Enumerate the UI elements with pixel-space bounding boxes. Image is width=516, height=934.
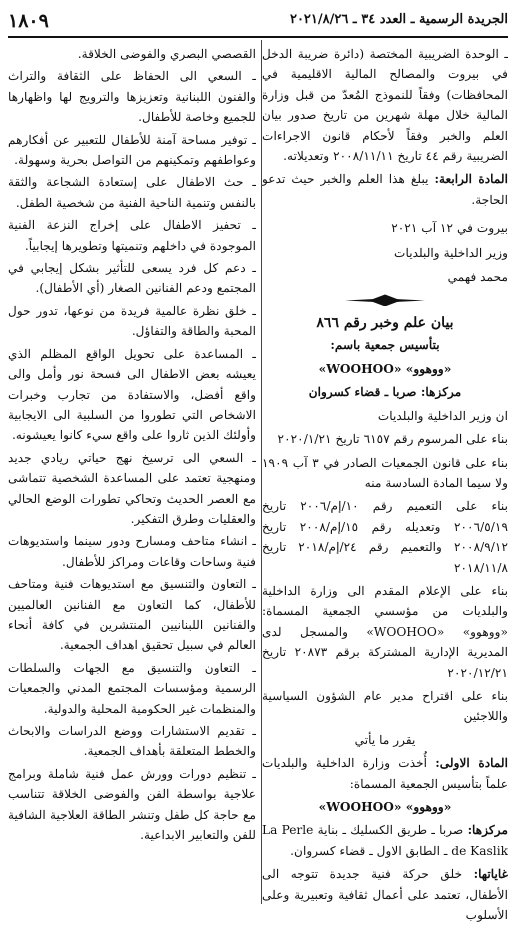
list-item: ـ انشاء متاحف ومسارح ودور سينما واستديوهات فنية وساحات وقاعات ومراكز للأطفال.	[8, 534, 256, 569]
signature-name: محمد فهمي	[447, 270, 508, 285]
article-one	[262, 753, 508, 794]
signature-title: وزير الداخلية والبلديات	[394, 245, 508, 260]
header-title: الجريدة الرسمية ـ العدد ٣٤ ـ ٢٠٢١/٨/٢٦	[289, 12, 508, 27]
headquarters-text: صربا ـ طريق الكسليك ـ بناية La Perle de Kaslik ـ الطابق الاول ـ قضاء كسروان.	[262, 823, 508, 858]
decree-association-name: «ووهوو» «WOOHOO»	[318, 361, 452, 376]
page-header	[8, 10, 508, 36]
paragraph: بناء على التعميم رقم ١٠/إم/٢٠٠٦ تاريخ ٢٠٠٦/٥/١٩ وتعديله رقم ١٥/إم/٢٠٠٨ تاريخ ٢٠٠٨/٩/١٢ والتعميم رقم ٢٤/إم/٢٠١٨ تاريخ ٢٠١٨/١١/٨	[262, 499, 508, 575]
paragraph: ان وزير الداخلية والبلديات	[377, 408, 508, 423]
list-item: القصصي البصري والفوضى الخلاقة.	[77, 47, 256, 61]
headquarters-paragraph	[262, 820, 508, 861]
paragraph: بناء على اقتراح مدير عام الشؤون السياسية واللاجئين	[262, 688, 508, 724]
list-item: ـ حث الاطفال على إستعادة الشجاعة والثقة بالنفس وتنمية الناحية الفنية من شخصية الطفل.	[8, 175, 256, 210]
left-column	[8, 44, 256, 924]
paragraph: بناء على المرسوم رقم ٦١٥٧ تاريخ ٢٠٢٠/١/٢١	[277, 432, 508, 447]
header-rule	[8, 36, 508, 38]
page-number: ١٨٠٩	[8, 10, 49, 32]
objectives-text: خلق حركة فنية جديدة تتوجه الى الأطفال، تعتمد على أعمال ثقافية وتعبيرية وعلى الأسلوب	[262, 867, 508, 923]
list-item: ـ تنظيم دورات وورش عمل فنية شاملة وبرامج علاجية بواسطة الفن والفوضى الخلاقة تتناسب مع حاجة كل طفل وتنشر الطاقة العلاجية الشافية للفن والتعابير الابداعية.	[8, 766, 256, 843]
association-name: «ووهوو» «WOOHOO»	[318, 800, 452, 814]
article-text: يبلغ هذا العلم والخبر حيث تدعو الحاجة.	[262, 172, 508, 207]
list-item: ـ التعاون والتنسيق مع الجهات والسلطات الرسمية ومؤسسات المجتمع المدني والجمعيات والمنظمات غير الحكومية المحلية والدولية.	[8, 660, 256, 716]
decree-subtitle: بتأسيس جمعية باسم:	[330, 338, 440, 353]
objectives-label: غاياتها:	[473, 867, 508, 882]
article-label: المادة الاولى:	[435, 756, 508, 771]
signature-date: بيروت في ١٢ آب ٢٠٢١	[391, 221, 508, 236]
list-item: ـ المساعدة على تحويل الواقع المظلم الذي يعيشه بعض الاطفال الى فسحة نور وأمل والى واقع أفضل، والاستفادة من تجارب وخبرات الاشخاص التي تطوروا من السلبية الى الايجابية وأولئك الذين ثاروا على واقع سيء كانوا يعيشونه.	[8, 346, 256, 443]
list-item: ـ دعم كل فرد يسعى للتأثير بشكل إيجابي في المجتمع ودعم الفنانين الصغار (أي الأطفال).	[8, 261, 256, 296]
list-item: ـ تقديم الاستشارات ووضع الدراسات والابحاث والخطط المتعلقة بأهداف الجمعية.	[8, 724, 256, 759]
list-item: ـ السعي الى الحفاظ على الثقافة والتراث والفنون اللبنانية وتعزيزها والترويج لها واظهارها للجميع وخاصة للأطفال.	[8, 69, 256, 125]
decree-headquarters: مركزها: صربا ـ قضاء كسروان	[308, 385, 462, 400]
decree-title: بيان علم وخبر رقم ٨٦٦	[316, 315, 454, 332]
objectives-paragraph	[262, 864, 508, 924]
resolution-heading: يقرر ما يأتي	[354, 732, 416, 747]
article-four	[262, 169, 508, 210]
list-item: ـ السعي الى ترسيخ نهج حياتي ريادي جديد ومنهجية تعتمد على المساعدة الشخصية تتماشى مع العصر الحديث وتحاكي تطورات الوضع الحالي والعقليات وطرق التفكير.	[8, 450, 256, 526]
list-item: ـ تحفيز الاطفال على إخراج النزعة الفنية الموجودة في داخلهم وتنميتها وتطويرها إيجابياً.	[8, 218, 256, 253]
list-item: ـ خلق نظرة عالمية فريدة من نوعها، تدور حول المحبة والطاقة والتفاؤل.	[8, 303, 256, 339]
paragraph: ـ الوحدة الضريبية المختصة (دائرة ضريبة الدخل في بيروت والمصالح المالية الاقليمية في المحافظات) وفقاً للنموذج المُعدّ من قبل وزارة المالية خلال مهلة شهرين من تاريخ صدور بيان العلم والخبر وفقاً لأحكام قانون الاجراءات الضريبية رقم ٤٤ تاريخ ٢٠٠٨/١١/١١ وتعديلاته.	[262, 47, 508, 164]
signature-block	[262, 218, 508, 287]
article-label: المادة الرابعة:	[434, 172, 508, 187]
section-separator-ornament	[345, 293, 425, 307]
list-item: ـ توفير مساحة آمنة للأطفال للتعبير عن أفكارهم وعواطفهم وتمكينهم من التواصل بحرية وسهولة.	[8, 132, 256, 168]
paragraph: بناء على قانون الجمعيات الصادر في ٣ آب ١٩٠٩ ولا سيما المادة السادسة منه	[262, 455, 508, 490]
article-text: أُخذت وزارة الداخلية والبلديات علماً بتأسيس الجمعية المسماة:	[262, 756, 508, 791]
paragraph: بناء على الإعلام المقدم الى وزارة الداخلية والبلديات من مؤسسي الجمعية المسماة: «ووهوو» «WOOHOO» والمسجل لدى المديرية الإدارية المشتركة برقم ٢٠٨٧٣ تاريخ ٢٠٢٠/١٢/٢١	[262, 583, 508, 680]
right-column	[262, 44, 508, 924]
headquarters-label: مركزها:	[467, 823, 508, 838]
list-item: ـ التعاون والتنسيق مع استديوهات فنية ومتاحف للأطفال، كما التعاون مع الفنانين العالميين والفنانين اللبنانيين المنتشرين في كافة أنحاء العالم في سبيل تحقيق اهداف الجمعية.	[8, 577, 256, 653]
